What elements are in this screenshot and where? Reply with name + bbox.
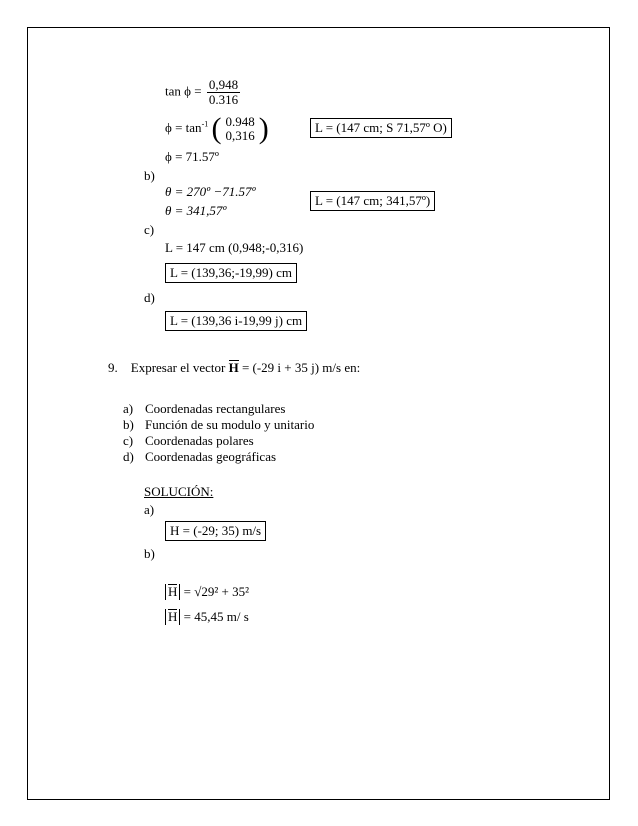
list-item-text: Coordenadas rectangulares — [145, 401, 286, 416]
solution-a-label: a) — [144, 502, 155, 517]
answer-c-text: L = (139,36;-19,99) cm — [165, 263, 297, 283]
vector-h-symbol: H — [168, 584, 178, 599]
list-item — [123, 449, 276, 465]
phi-arctan-equation — [165, 114, 269, 144]
list-item-tag: b) — [123, 417, 134, 432]
vector-h-symbol: H — [168, 609, 178, 624]
magnitude-bar-h — [165, 584, 180, 600]
answer-d-text: L = (139,36 i-19,99 j) cm — [165, 311, 307, 331]
solution-a-text: H = (-29; 35) m/s — [165, 521, 266, 541]
answer-box-c — [165, 263, 297, 283]
phi-arctan-denominator: 0,316 — [225, 128, 255, 143]
answer-a-text: L = (147 cm; S 71,57º O) — [310, 118, 452, 138]
answer-box-b — [310, 191, 435, 211]
solution-heading: SOLUCIÓN: — [144, 484, 214, 499]
tan-phi-denominator: 0.316 — [208, 92, 239, 107]
magnitude-equation-2 — [165, 609, 249, 625]
list-item-text: Función de su modulo y unitario — [145, 417, 315, 432]
phi-value: ϕ = 71.57º — [165, 149, 219, 164]
list-item — [123, 401, 285, 417]
left-paren-icon: ( — [211, 112, 222, 145]
phi-arctan-sup: -1 — [201, 119, 209, 129]
phi-arctan-lhs: ϕ = tan — [165, 119, 202, 135]
tan-phi-numerator: 0,948 — [208, 77, 239, 92]
theta-equation-1: θ = 270º −71.57º — [165, 184, 256, 199]
list-item — [123, 433, 254, 449]
page-border — [27, 27, 610, 800]
solution-b-label: b) — [144, 546, 155, 561]
part-c-equation: L = 147 cm (0,948;-0,316) — [165, 240, 304, 255]
list-item-tag: a) — [123, 401, 134, 416]
theta-equation-2: θ = 341,57º — [165, 203, 227, 218]
solution-a-box — [165, 521, 266, 541]
list-item-text: Coordenadas geográficas — [145, 449, 277, 464]
problem-9-statement — [108, 360, 360, 376]
part-b-label: b) — [144, 168, 155, 183]
tan-phi-lhs: tan ϕ = — [165, 83, 202, 99]
problem-number: 9. — [108, 360, 118, 375]
problem-expression: = (-29 i + 35 j) m/s en: — [241, 360, 361, 375]
magnitude-sqrt-expression: = √29² + 35² — [183, 584, 249, 599]
tan-phi-equation — [165, 78, 242, 107]
right-paren-icon: ) — [258, 112, 269, 145]
phi-arctan-fraction — [223, 115, 256, 143]
part-c-label: c) — [144, 222, 155, 237]
magnitude-bar-h — [165, 609, 180, 625]
list-item-tag: c) — [123, 433, 134, 448]
part-d-label: d) — [144, 290, 155, 305]
magnitude-result: = 45,45 m/ s — [183, 609, 249, 624]
phi-arctan-numerator: 0.948 — [225, 114, 255, 129]
tan-phi-fraction — [207, 78, 240, 107]
problem-intro: Expresar el vector — [130, 360, 226, 375]
magnitude-equation-1 — [165, 584, 249, 600]
answer-box-d — [165, 311, 307, 331]
list-item-tag: d) — [123, 449, 134, 464]
vector-h-symbol: H — [228, 360, 239, 375]
answer-box-a — [310, 118, 452, 138]
answer-b-text: L = (147 cm; 341,57º) — [310, 191, 435, 211]
list-item — [123, 417, 314, 433]
list-item-text: Coordenadas polares — [145, 433, 254, 448]
